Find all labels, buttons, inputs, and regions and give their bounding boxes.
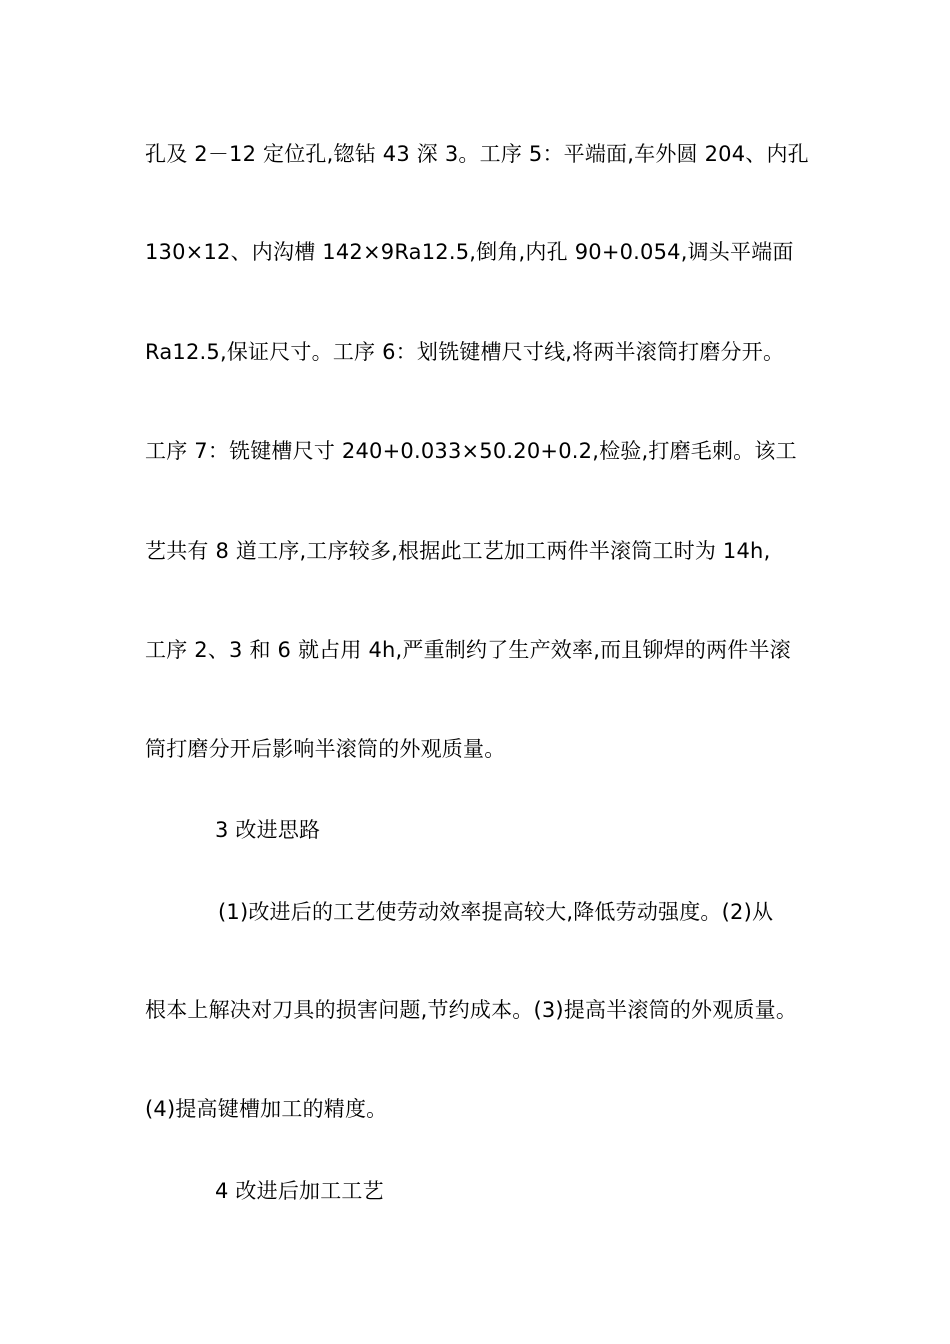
paragraph-line-7: 筒打磨分开后影响半滚筒的外观质量。 (145, 737, 506, 761)
paragraph-line-1: 孔及 2－12 定位孔,锪钻 43 深 3。工序 5：平端面,车外圆 204、内孔 (145, 142, 809, 166)
improvement-line-1: (1)改进后的工艺使劳动效率提高较大,降低劳动强度。(2)从 (218, 900, 774, 924)
paragraph-line-6: 工序 2、3 和 6 就占用 4h,严重制约了生产效率,而且铆焊的两件半滚 (145, 638, 791, 662)
paragraph-line-4: 工序 7：铣键槽尺寸 240+0.033×50.20+0.2,检验,打磨毛刺。该工 (145, 439, 797, 463)
section-heading-4: 4 改进后加工工艺 (215, 1179, 384, 1203)
paragraph-line-5: 艺共有 8 道工序,工序较多,根据此工艺加工两件半滚筒工时为 14h, (145, 539, 771, 563)
paragraph-line-3: Ra12.5,保证尺寸。工序 6：划铣键槽尺寸线,将两半滚筒打磨分开。 (145, 340, 785, 364)
paragraph-line-2: 130×12、内沟槽 142×9Ra12.5,倒角,内孔 90+0.054,调头平端面 (145, 240, 794, 264)
improvement-line-2: 根本上解决对刀具的损害问题,节约成本。(3)提高半滚筒的外观质量。 (145, 998, 798, 1022)
section-heading-3: 3 改进思路 (215, 818, 321, 842)
improvement-line-3: (4)提高键槽加工的精度。 (145, 1097, 388, 1121)
